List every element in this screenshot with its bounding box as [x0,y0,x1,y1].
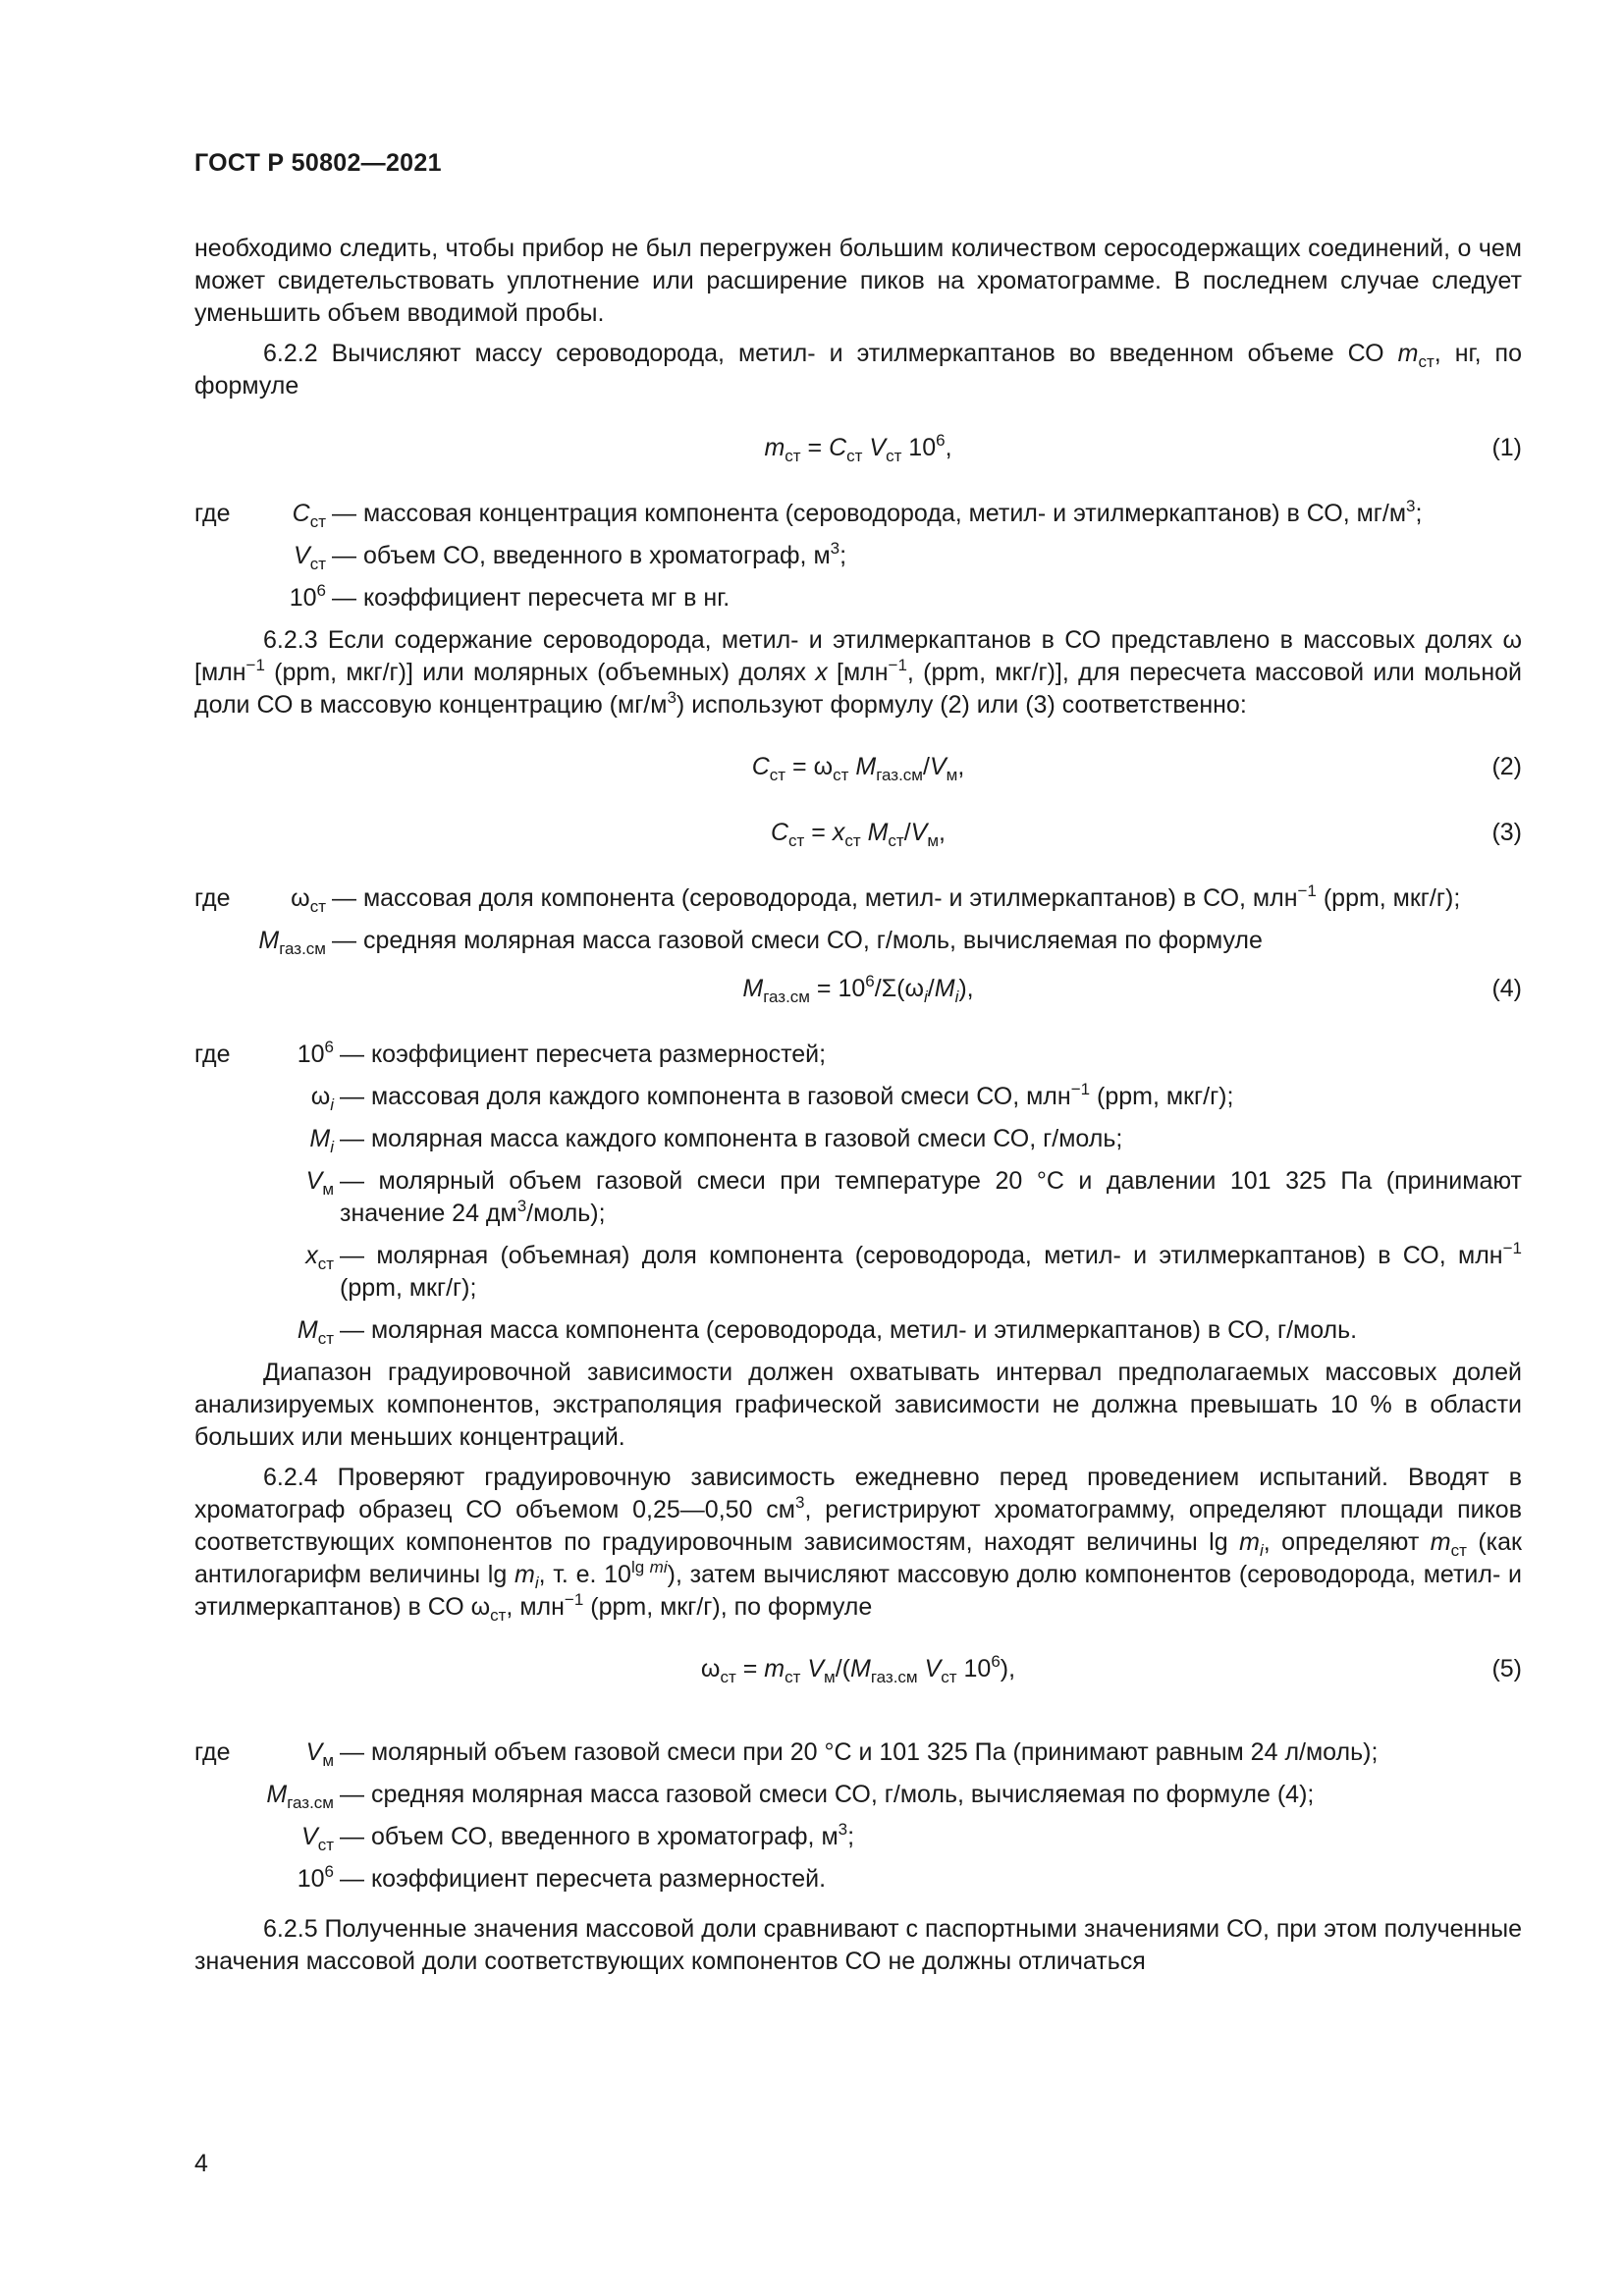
page-number: 4 [194,2150,208,2177]
formula-1-number: (1) [1491,434,1522,461]
formula-2-number: (2) [1491,753,1522,780]
formula-5-number: (5) [1491,1655,1522,1682]
formula-2: $C_{ст} = \omega_{ст}$ $M_{газ.см}/V_м$, (2) [751,753,1522,784]
where-block-3: где $10^6$ — коэффициент пересчета размерностей; $\omega_i$ — массовая доля каждого компонента в газовой смеси СО, млн$^{-1}$ (ppm, мкг/г); $M_i$ — молярная масса каждого компонента в газовой смеси СО, г/моль; $V_м$ — молярный объем газовой смеси при температуре 20 °С и давлении 101 325 Па (принимают значение 24 $дм^3/моль$); $x_{ст}$ — молярная (объемная) доля компонента (сероводорода, метил- и этилмеркаптанов) в СО, млн$^{-1}$ (ppm, мкг/г); $M_{ст}$ — молярная масса компонента (сероводорода, метил- и этилмеркаптанов) в СО, г/моль. [194,1038,1522,1348]
where-block-1: где $C_{ст}$ — массовая концентрация компонента (сероводорода, метил- и этилмеркаптанов) в СО, $мг/м^3$; $V_{ст}$ — объем СО, введенного в хроматограф, $м^3$; $10^6$ — коэффициент пересчета мг в нг. [194,497,1423,612]
paragraph-6-2-2: 6.2.2 Вычисляют массу сероводорода, метил- и этилмеркаптанов во введенном объеме СО $m_{ст}$, нг, по формуле [194,340,1522,400]
paragraph-intro: необходимо следить, чтобы прибор не был перегружен большим количеством серосодержащих соединений, о чем может свидетельствовать уплотнение или расширение пиков на хроматограмме. В последнем случае следует уменьшить объем вводимой пробы. [194,235,1522,327]
formula-5: $\omega_{ст} = m_{ст}$ $V_м/(M_{газ.см}$ $V_{ст}$ $10^6$), (5) [700,1652,1522,1686]
paragraph-6-2-5: 6.2.5 Полученные значения массовой доли сравнивают с паспортными значениями СО, при этом полученные значения массовой доли соответствующих компонентов СО не должны отличаться [194,1915,1522,1975]
formula-3-number: (3) [1491,819,1522,846]
formula-3: $C_{ст} = x_{ст}$ $M_{ст}/V_м$, (3) [770,819,1522,850]
paragraph-6-2-4: 6.2.4 Проверяют градуировочную зависимость ежедневно перед проведением испытаний. Вводят в хроматограф образец СО объемом 0,25—0,50 $см^3$, регистрируют хроматограмму, определяют площади пиков соответствующих компонентов по градуировочным зависимостям, находят величины $\lg m_i$, определяют $m_{ст}$ (как антилогарифм величины $\lg m_i$, т. е. $10^{lg mi}$), затем вычисляют массовую долю компонентов (сероводорода, метил- и этилмеркаптанов) в СО $\omega_{ст}$, млн$^{-1}$ (ppm, мкг/г), по формуле [194,1464,1522,1625]
formula-1: $m_{ст} = C_{ст}$ $V_{ст}$ $10^6$, (1) [764,431,1522,465]
document-header: ГОСТ Р 50802—2021 [194,149,442,177]
formula-4-number: (4) [1491,975,1522,1002]
document-page [194,147,1522,1978]
formula-4: $M_{газ.см} = 10^6/\Sigma(\omega_i/M_i)$, (4) [742,972,1522,1006]
where-block-2: где $\omega_{ст}$ — массовая доля компонента (сероводорода, метил- и этилмеркаптанов) в СО, млн$^{-1}$ (ppm, мкг/г); $M_{газ.см}$ — средняя молярная масса газовой смеси СО, г/моль, вычисляемая по формуле [194,881,1461,958]
paragraph-range: Диапазон градуировочной зависимости должен охватывать интервал предполагаемых массовых долей анализируемых компонентов, экстраполяция графической зависимости не должна превышать 10 % в области больших или меньших концентраций. [194,1359,1522,1451]
paragraph-6-2-3: 6.2.3 Если содержание сероводорода, метил- и этилмеркаптанов в СО представлено в массовых долях ω [млн$^{-1}$ (ppm, мкг/г)] или молярных (объемных) долях x [млн$^{-1}$, (ppm, мкг/г)], для пересчета массовой или мольной доли СО в массовую концентрацию $(мг/м^3)$ используют формулу (2) или (3) соответственно: [194,626,1522,719]
where-block-4: где $V_м$ — молярный объем газовой смеси при 20 °С и 101 325 Па (принимают равным 24 л/моль); $M_{газ.см}$ — средняя молярная масса газовой смеси СО, г/моль, вычисляемая по формуле (4); $V_{ст}$ — объем СО, введенного в хроматограф, $м^3$; $10^6$ — коэффициент пересчета размерностей. [194,1738,1379,1893]
